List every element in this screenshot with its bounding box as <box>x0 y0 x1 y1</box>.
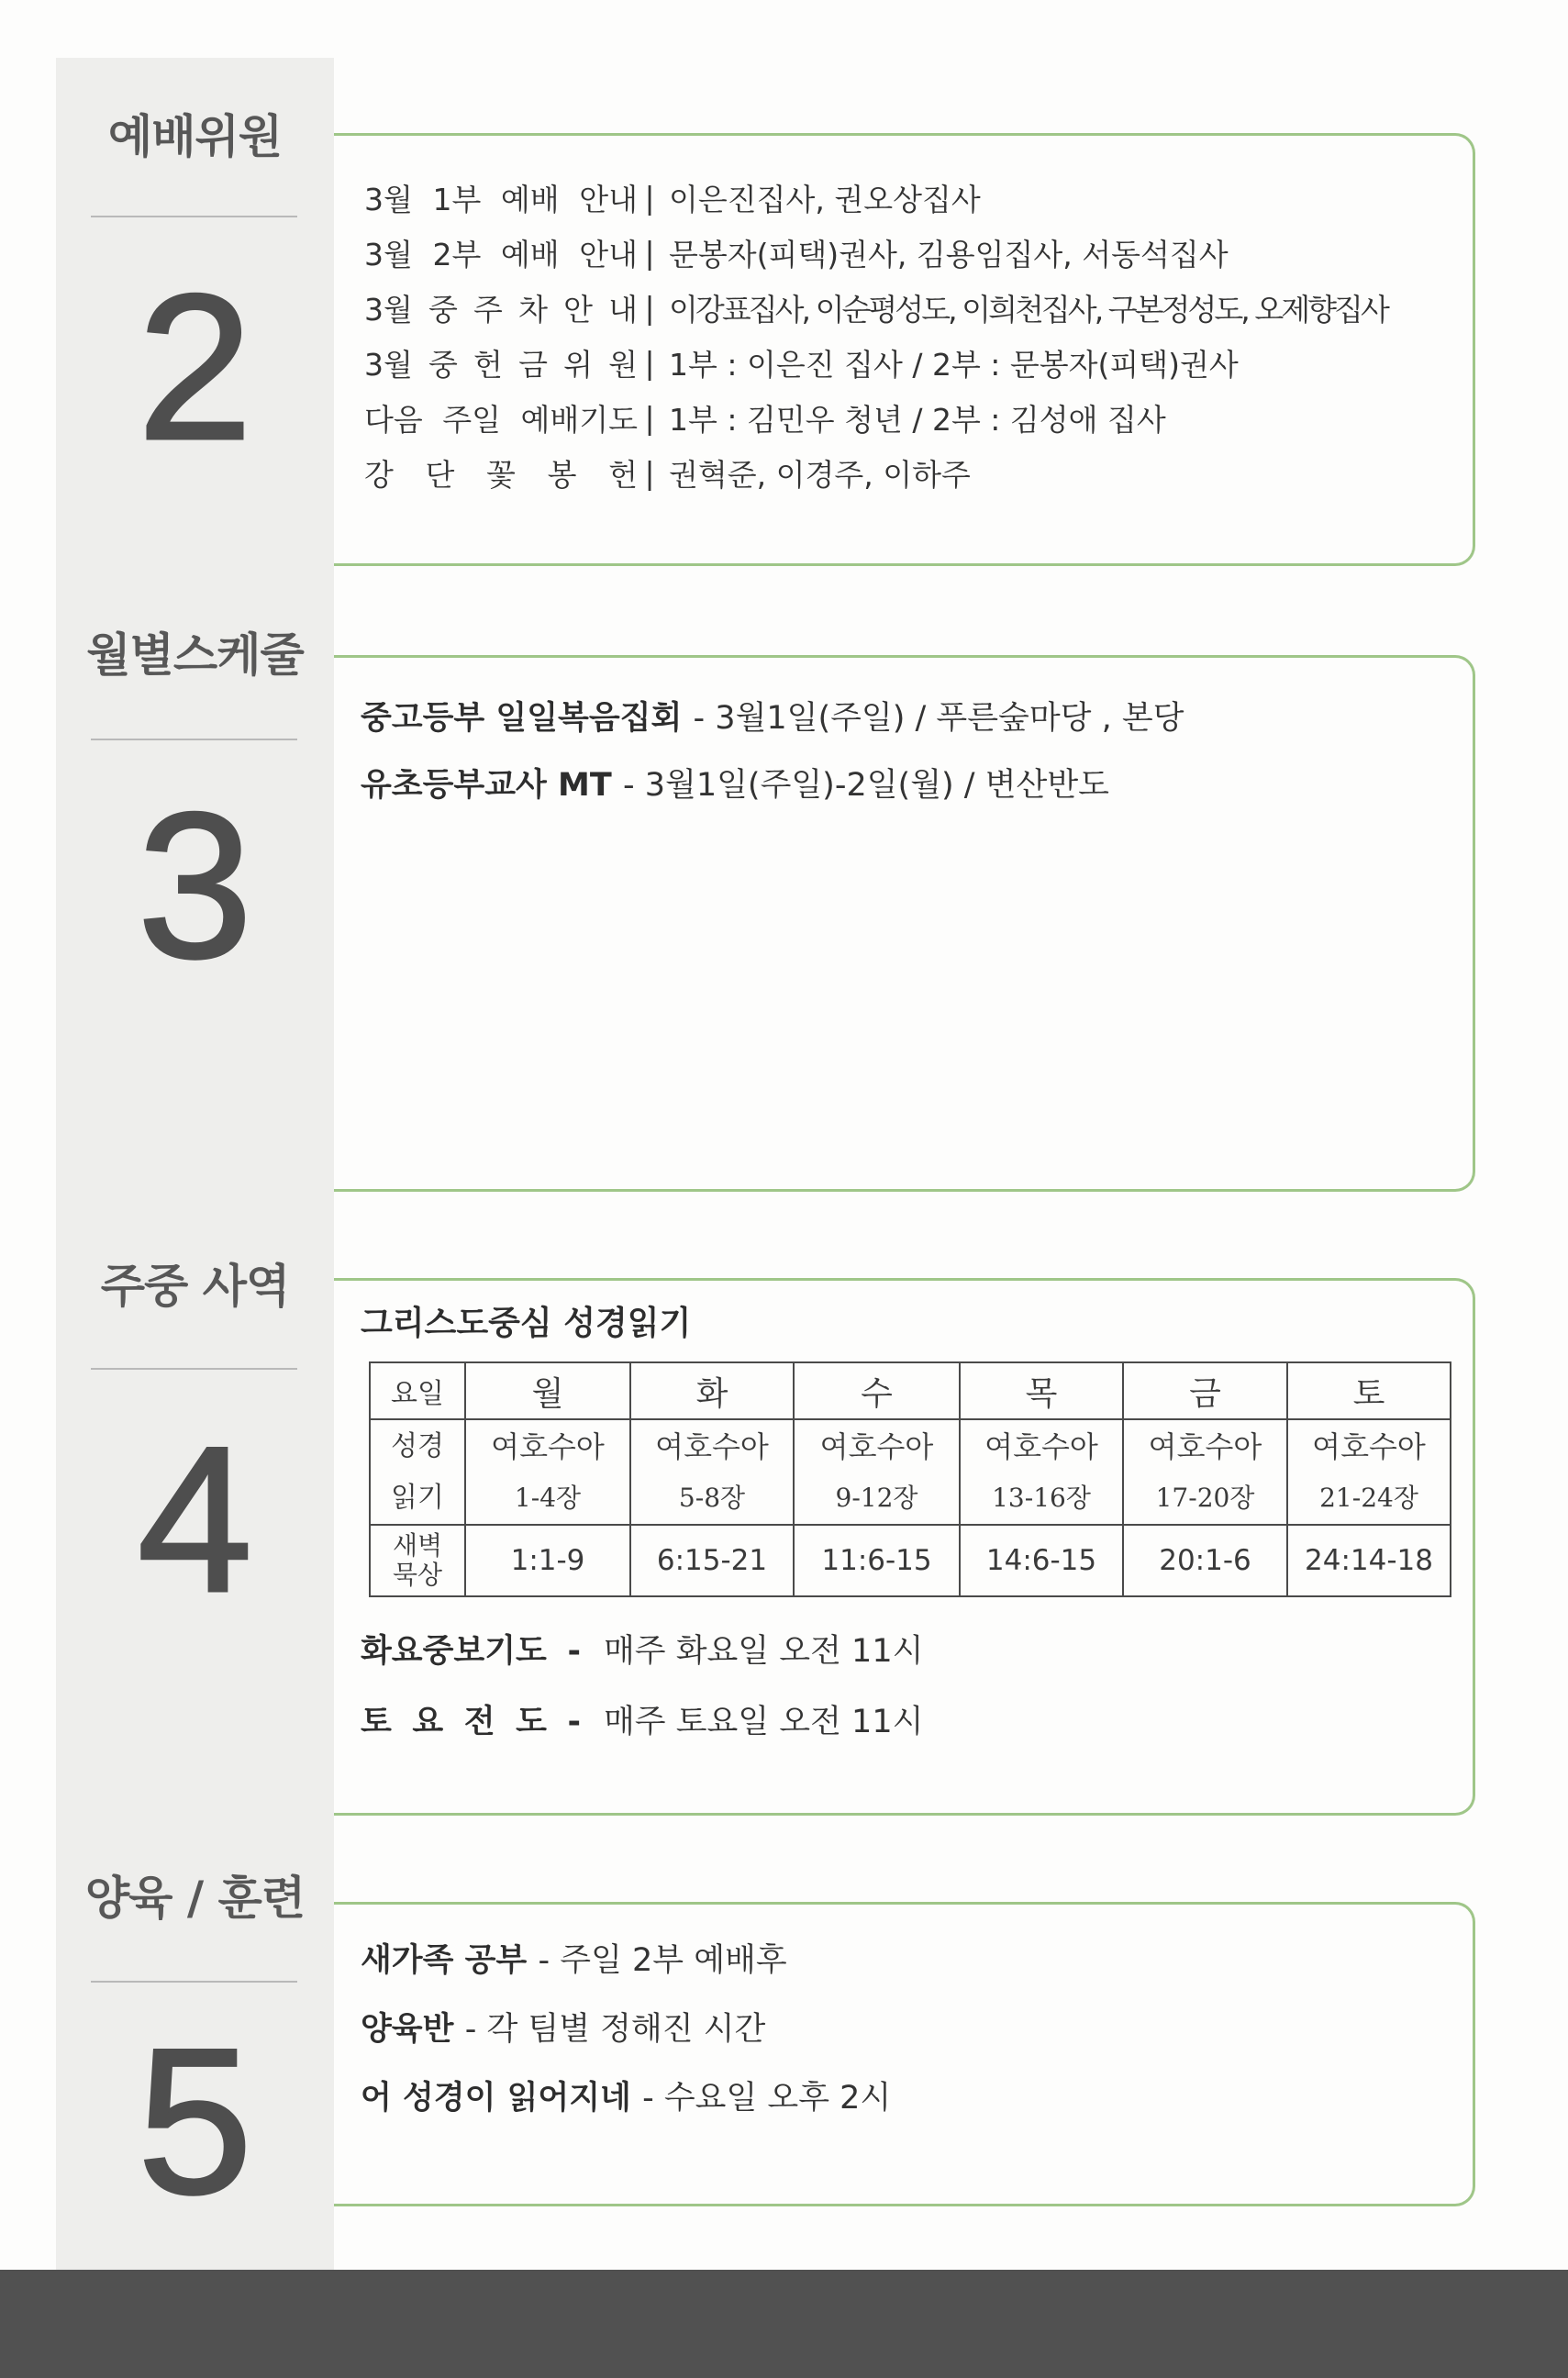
training-item-title: 새가족 공부 <box>361 1942 528 1979</box>
heading-divider <box>91 739 297 740</box>
worship-row-value: 권혁준, 이경주, 이하주 <box>669 456 971 493</box>
worship-row <box>364 225 1387 280</box>
training-item-detail: - 각 팀별 정해진 시간 <box>464 2011 766 2048</box>
worship-row <box>364 280 1387 335</box>
reading-chapters: 21-24장 <box>1319 1482 1418 1513</box>
table-header-day: 화 <box>630 1362 794 1419</box>
bible-reading-table <box>369 1361 1451 1597</box>
reading-cell <box>794 1419 960 1525</box>
row-label-line: 묵상 <box>392 1560 443 1590</box>
reading-cell <box>1123 1419 1287 1525</box>
worship-committee-list <box>364 170 1387 500</box>
worship-row-label: 3월 2부 예배 안내 <box>364 236 638 272</box>
reading-chapters: 9-12장 <box>835 1482 918 1513</box>
worship-row-label: 3월 중 헌 금 위 원 <box>364 346 638 383</box>
section-number: 3 <box>137 769 253 1001</box>
nurture-training-list <box>361 1927 891 2133</box>
table-header-day: 금 <box>1123 1362 1287 1419</box>
row-separator: | <box>644 234 655 271</box>
ministry-item-title: 화요중보기도 - <box>361 1632 581 1670</box>
worship-row-value: 이은진집사, 권오상집사 <box>669 181 981 217</box>
monthly-schedule-box <box>334 655 1475 1192</box>
worship-row-label: 다음 주일 예배기도 <box>364 401 638 438</box>
schedule-item-detail: - 3월1일(주일)-2일(월) / 변산반도 <box>623 767 1109 804</box>
ministry-item-detail: 매주 화요일 오전 11시 <box>604 1632 924 1670</box>
reading-book: 여호수아 <box>984 1428 1098 1464</box>
meditation-cell: 14:6-15 <box>960 1525 1123 1596</box>
training-item <box>361 1927 891 1995</box>
training-item <box>361 1995 891 2064</box>
worship-row <box>364 390 1387 445</box>
row-separator: | <box>644 399 655 436</box>
heading-divider <box>91 1368 297 1370</box>
ministry-item-detail: 매주 토요일 오전 11시 <box>604 1703 924 1740</box>
table-header-day: 수 <box>794 1362 960 1419</box>
worship-row-label: 3월 1부 예배 안내 <box>364 181 638 217</box>
meditation-cell: 11:6-15 <box>794 1525 960 1596</box>
row-separator: | <box>644 289 655 326</box>
row-separator: | <box>644 344 655 381</box>
schedule-item-title: 중고등부 일일복음집회 <box>361 700 683 737</box>
section-heading-worship-committee: 예배위원 <box>107 110 283 163</box>
worship-row <box>364 170 1387 225</box>
weekday-ministry-box <box>334 1278 1475 1816</box>
worship-row-label: 강 단 꽃 봉 헌 <box>364 456 638 493</box>
meditation-cell: 6:15-21 <box>630 1525 794 1596</box>
row-separator: | <box>644 454 655 491</box>
training-item-detail: - 수요일 오후 2시 <box>642 2080 892 2117</box>
weekday-ministry-list <box>361 1613 923 1754</box>
section-number: 5 <box>137 2005 253 2237</box>
worship-row-value: 이강표집사, 이순평성도, 이희천집사, 구본정성도, 오제향집사 <box>669 291 1387 328</box>
bible-reading-title: 그리스도중심 성경읽기 <box>361 1305 692 1342</box>
schedule-item <box>361 685 1184 752</box>
training-item-detail: - 주일 2부 예배후 <box>538 1942 787 1979</box>
table-header-day: 월 <box>465 1362 630 1419</box>
schedule-item-title: 유초등부교사 MT <box>361 767 612 804</box>
nurture-training-box <box>334 1902 1475 2206</box>
reading-cell <box>465 1419 630 1525</box>
reading-book: 여호수아 <box>1312 1428 1426 1464</box>
table-row-label: 요일 <box>370 1362 465 1419</box>
schedule-item-detail: - 3월1일(주일) / 푸른숲마당 , 본당 <box>693 700 1184 737</box>
row-label-line: 성경 <box>391 1429 444 1462</box>
reading-chapters: 17-20장 <box>1155 1482 1255 1513</box>
row-label-line: 새벽 <box>392 1530 443 1561</box>
training-item <box>361 2064 891 2133</box>
table-header-day: 목 <box>960 1362 1123 1419</box>
reading-book: 여호수아 <box>1148 1428 1262 1464</box>
reading-chapters: 5-8장 <box>678 1482 746 1513</box>
training-item-title: 양육반 <box>361 2011 454 2048</box>
ministry-item <box>361 1613 923 1683</box>
section-heading-monthly-schedule: 월별스케줄 <box>86 628 304 682</box>
reading-cell <box>630 1419 794 1525</box>
heading-divider <box>91 1981 297 1983</box>
table-row-dawn-meditation <box>370 1525 1451 1596</box>
ministry-item <box>361 1683 923 1754</box>
row-label-line: 읽기 <box>391 1481 444 1514</box>
ministry-item-title: 토 요 전 도 - <box>361 1703 581 1740</box>
table-header-row <box>370 1362 1451 1419</box>
section-number: 4 <box>137 1403 253 1635</box>
schedule-item <box>361 752 1184 819</box>
worship-row-label: 3월 중 주 차 안 내 <box>364 291 638 328</box>
section-number: 2 <box>137 250 253 483</box>
table-row-label <box>370 1419 465 1525</box>
reading-book: 여호수아 <box>491 1428 605 1464</box>
worship-committee-box <box>334 133 1475 566</box>
reading-chapters: 1-4장 <box>514 1482 582 1513</box>
section-heading-nurture-training: 양육 / 훈련 <box>84 1872 306 1925</box>
worship-row-value: 문봉자(피택)권사, 김용임집사, 서동석집사 <box>669 236 1229 272</box>
reading-book: 여호수아 <box>819 1428 934 1464</box>
meditation-cell: 20:1-6 <box>1123 1525 1287 1596</box>
reading-chapters: 13-16장 <box>992 1482 1091 1513</box>
worship-row <box>364 445 1387 500</box>
reading-cell <box>960 1419 1123 1525</box>
table-row-label <box>370 1525 465 1596</box>
reading-book: 여호수아 <box>655 1428 769 1464</box>
footer-band <box>0 2270 1568 2378</box>
table-header-day: 토 <box>1287 1362 1451 1419</box>
worship-row <box>364 335 1387 390</box>
monthly-schedule-list <box>361 685 1184 819</box>
training-item-title: 어 성경이 읽어지네 <box>361 2080 631 2117</box>
meditation-cell: 24:14-18 <box>1287 1525 1451 1596</box>
worship-row-value: 1부 : 이은진 집사 / 2부 : 문봉자(피택)권사 <box>669 346 1239 383</box>
row-separator: | <box>644 179 655 216</box>
meditation-cell: 1:1-9 <box>465 1525 630 1596</box>
table-row-bible-reading <box>370 1419 1451 1525</box>
reading-cell <box>1287 1419 1451 1525</box>
heading-divider <box>91 216 297 217</box>
worship-row-value: 1부 : 김민우 청년 / 2부 : 김성애 집사 <box>669 401 1166 438</box>
section-heading-weekday-ministry: 주중 사역 <box>100 1260 290 1313</box>
